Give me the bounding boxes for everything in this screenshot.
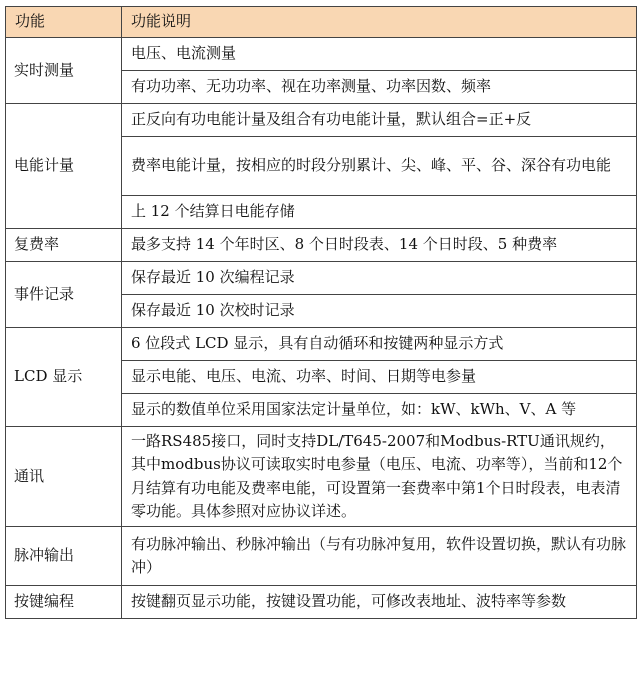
feature-cell-lcd: LCD 显示 bbox=[6, 328, 122, 427]
table-body bbox=[6, 38, 637, 619]
description-cell: 按键翻页显示功能，按键设置功能，可修改表地址、波特率等参数 bbox=[122, 586, 637, 619]
description-cell: 最多支持 14 个年时区、8 个日时段表、14 个日时段、5 种费率 bbox=[122, 229, 637, 262]
description-cell: 费率电能计量，按相应的时段分别累计、尖、峰、平、谷、深谷有功电能 bbox=[122, 137, 637, 196]
header-row bbox=[6, 7, 637, 38]
description-cell: 一路RS485接口，同时支持DL/T645-2007和Modbus-RTU通讯规约，其中modbus协议可读取实时电参量（电压、电流、功率等），当前和12个月结算有功电能及费率电能，可设置第一套费率中第1个日时段表，电表清零功能。具体参照对应协议详述。 bbox=[122, 427, 637, 527]
description-cell: 正反向有功电能计量及组合有功电能计量，默认组合=正+反 bbox=[122, 104, 637, 137]
feature-cell-communication: 通讯 bbox=[6, 427, 122, 527]
table-row bbox=[6, 38, 637, 71]
table-row bbox=[6, 427, 637, 527]
description-cell: 6 位段式 LCD 显示，具有自动循环和按键两种显示方式 bbox=[122, 328, 637, 361]
description-cell: 保存最近 10 次校时记录 bbox=[122, 295, 637, 328]
feature-cell-multirate: 复费率 bbox=[6, 229, 122, 262]
description-cell: 电压、电流测量 bbox=[122, 38, 637, 71]
description-cell: 显示电能、电压、电流、功率、时间、日期等电参量 bbox=[122, 361, 637, 394]
table-row bbox=[6, 104, 637, 137]
function-table bbox=[5, 6, 637, 619]
table-row bbox=[6, 586, 637, 619]
feature-cell-realtime: 实时测量 bbox=[6, 38, 122, 104]
feature-cell-pulse-output: 脉冲输出 bbox=[6, 527, 122, 586]
feature-cell-energy: 电能计量 bbox=[6, 104, 122, 229]
table-row bbox=[6, 328, 637, 361]
description-cell: 有功脉冲输出、秒脉冲输出（与有功脉冲复用，软件设置切换，默认有功脉冲） bbox=[122, 527, 637, 586]
description-cell: 保存最近 10 次编程记录 bbox=[122, 262, 637, 295]
feature-cell-event-log: 事件记录 bbox=[6, 262, 122, 328]
description-cell: 显示的数值单位采用国家法定计量单位，如：kW、kWh、V、A 等 bbox=[122, 394, 637, 427]
header-feature: 功能 bbox=[6, 7, 122, 38]
table-header bbox=[6, 7, 637, 38]
description-cell: 有功功率、无功功率、视在功率测量、功率因数、频率 bbox=[122, 71, 637, 104]
table-row bbox=[6, 229, 637, 262]
table-row bbox=[6, 262, 637, 295]
table-row bbox=[6, 527, 637, 586]
feature-cell-key-programming: 按键编程 bbox=[6, 586, 122, 619]
header-description: 功能说明 bbox=[122, 7, 637, 38]
description-cell: 上 12 个结算日电能存储 bbox=[122, 196, 637, 229]
